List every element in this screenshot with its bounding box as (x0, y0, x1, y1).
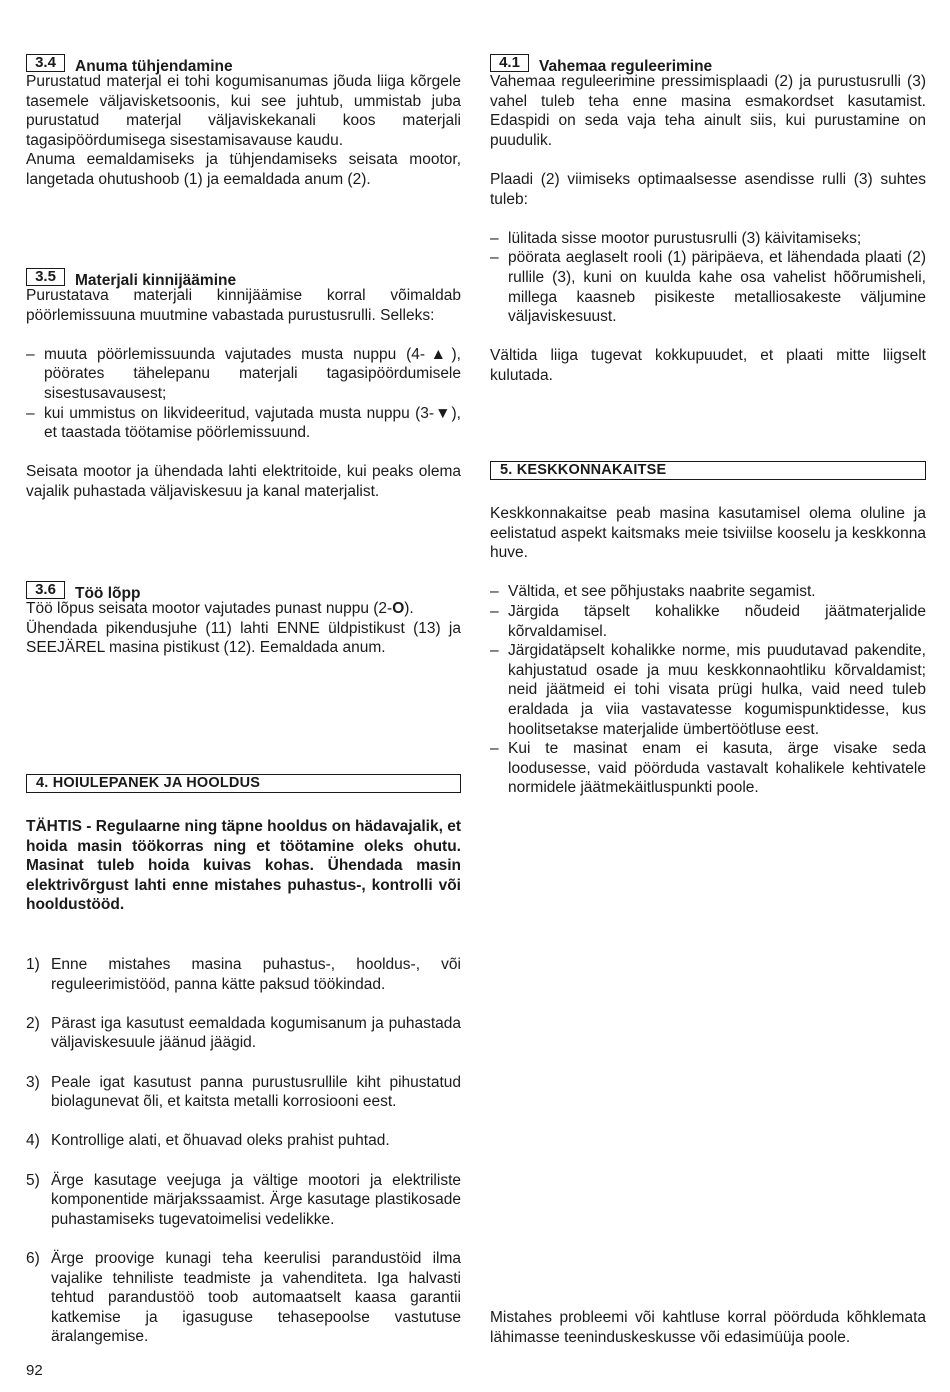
chapter-5 (490, 461, 926, 798)
bullet-list (490, 582, 926, 798)
section-number: 3.4 (26, 54, 65, 72)
paragraph: Vältida liiga tugevat kokkupuudet, et plaati mitte liigselt kulutada. (490, 347, 926, 384)
paragraph: Vahemaa reguleerimine pressimisplaadi (2) ja purustusrulli (3) vahel tuleb teha enne masina esmakordset kasutamist. Edaspidi on seda vaja teha ainult siis, kui purustamine on puudulik. (490, 73, 926, 149)
list-item: – Kui te masinat enam ei kasuta, ärge visake seda loodusesse, vaid pöörduda vastavalt kohalikele kehtivatele normidele jäätmekäitluspunkti poole. (490, 739, 926, 798)
contact-note (490, 1308, 926, 1347)
list-item: 2) Pärast iga kasutust eemaldada kogumisanum ja puhastada väljaviskesuule jäänud jäägid. (26, 1014, 461, 1052)
list-item: – kui ummistus on likvideeritud, vajutada musta nuppu (3-▼), et taastada töötamise pöörlemissuund. (26, 404, 461, 443)
list-item: – Järgidatäpselt kohalikke norme, mis puudutavad pakendite, kahjustatud osade ja muu keskkonnaohtliku kõrvaldamist; neid jäätmeid ei tohi visata prügi hulka, vaid need tuleb eraldada ja viia vastavatesse kogumispunktidesse, kus hoolitsetakse materjalide ümbertöötluse eest. (490, 641, 926, 739)
list-item: – pöörata aeglaselt rooli (1) päripäeva, et lähendada plaati (2) rullile (3), kuni on kuulda kahe osa vahelist hõõrumisheli, millega kaasneb pisikeste metalliosakeste väljumine väljaviskesuust. (490, 248, 926, 326)
paragraph: Purustatava materjali kinnijäämise korral võimaldab pöörlemissuuna muutmine vabastada purustusrulli. Selleks: (26, 287, 461, 324)
section-title: Materjali kinnijäämine (75, 272, 237, 289)
section-3-6 (26, 577, 461, 658)
bullet-list (26, 345, 461, 443)
paragraph: Anuma eemaldamiseks ja tühjendamiseks seisata mootor, langetada ohutushoob (1) ja eemaldada anum (2). (26, 151, 461, 188)
section-number: 3.6 (26, 581, 65, 599)
list-item: 3) Peale igat kasutust panna purustusrullile kiht pihustatud biolagunevat õli, et kaitsta metalli korrosiooni eest. (26, 1073, 461, 1111)
chapter-4 (26, 774, 461, 915)
section-title: Vahemaa reguleerimine (539, 58, 713, 75)
list-item: – Vältida, et see põhjustaks naabrite segamist. (490, 582, 926, 602)
list-item: 5) Ärge kasutage veejuga ja vältige mootori ja elektriliste komponentide märjakssaamist. Ärge kasutage plastikosade puhastamiseks tugevatoimelisi vedelikke. (26, 1171, 461, 1228)
paragraph: Mistahes probleemi või kahtluse korral pöörduda kõhklemata lähimasse teeninduskeskusse või edasimüüja poole. (490, 1309, 926, 1346)
warning-paragraph: TÄHTIS - Regulaarne ning täpne hooldus on hädavajalik, et hoida masin töökorras ning et töötamine oleks ohutu. Masinat tuleb hoida kuivas kohas. Ühendada masin elektrivõrgust lahti enne mistahes puhastus-, kontrolli või hooldustööd. (26, 818, 461, 914)
list-item: 4) Kontrollige alati, et õhuavad oleks prahist puhtad. (26, 1132, 390, 1150)
section-number: 4.1 (490, 54, 529, 72)
chapter-heading: 4. HOIULEPANEK JA HOOLDUS (26, 774, 461, 793)
paragraph: Plaadi (2) viimiseks optimaalsesse asendisse rulli (3) suhtes tuleb: (490, 170, 926, 208)
list-item: – muuta pöörlemissuunda vajutades musta nuppu (4-▲), pöörates tähelepanu materjali tagasipöördumisele sisestusavausest; (26, 345, 461, 404)
list-item: 1) Enne mistahes masina puhastus-, hooldus-, või reguleerimistööd, panna kätte paksud töökindad. (26, 956, 461, 993)
section-3-5 (26, 264, 461, 502)
maintenance-list (26, 955, 461, 1366)
paragraph: Töö lõpus seisata mootor vajutades punast nuppu (2-O). (26, 600, 414, 617)
paragraph: Seisata mootor ja ühendada lahti elektritoide, kui peaks olema vajalik puhastada väljaviskesuu ja kanal materjalist. (26, 463, 461, 500)
paragraph: Purustatud materjal ei tohi kogumisanumas jõuda liiga kõrgele tasemele väljavisketsoonis, kui see juhtub, ummistab juba purustatud materjal väljaviskekanali koos materjali tagasipöördumisega sisestamisavause kaudu. (26, 73, 461, 149)
section-4-1 (490, 50, 926, 386)
paragraph: Keskkonnakaitse peab masina kasutamisel olema oluline ja eelistatud aspekt kaitsmaks meie tsiviilse kooselu ja keskkonna huve. (490, 505, 926, 562)
section-3-4 (26, 50, 461, 190)
list-item: 6) Ärge proovige kunagi teha keerulisi parandustöid ilma vajalike tehniliste teadmiste ja vahenditeta. Iga halvasti tehtud parandustöö toob automaatselt kaasa garantii katkemise ja igasuguse tehasepoolse vastutuse äralangemise. (26, 1249, 461, 1346)
bullet-list (490, 229, 926, 327)
list-item: – Järgida täpselt kohalikke nõudeid jäätmaterjalide kõrvaldamisel. (490, 602, 926, 641)
page-number: 92 (26, 1362, 43, 1379)
section-title: Anuma tühjendamine (75, 58, 233, 75)
section-title: Töö lõpp (75, 585, 141, 602)
paragraph: Ühendada pikendusjuhe (11) lahti ENNE üldpistikust (13) ja SEEJÄREL masina pistikust (12). Eemaldada anum. (26, 619, 461, 657)
list-item: – lülitada sisse mootor purustusrulli (3) käivitamiseks; (490, 229, 926, 249)
section-number: 3.5 (26, 268, 65, 286)
chapter-heading: 5. KESKKONNAKAITSE (490, 461, 926, 480)
